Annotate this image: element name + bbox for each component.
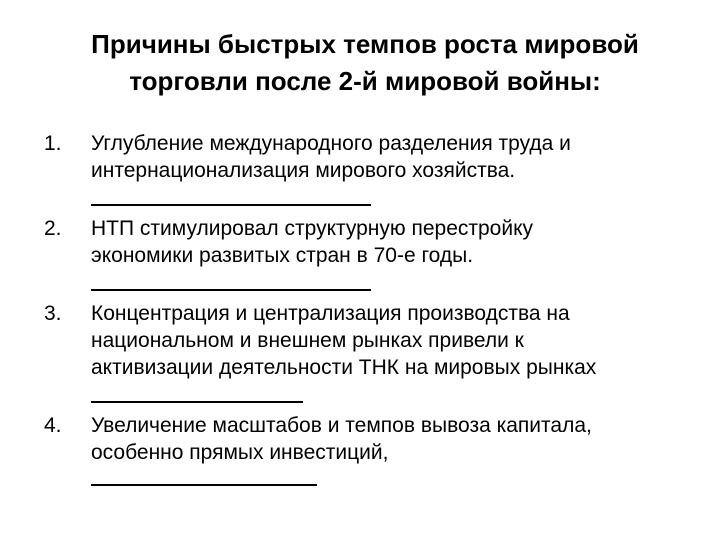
item-text-line: Углубление международного разделения труда и — [91, 132, 571, 155]
item-number: 1. — [44, 132, 62, 155]
list-item-2 — [44, 215, 684, 298]
item-text-line: интернационализация мирового хозяйства. — [91, 159, 516, 182]
list-item-1 — [44, 130, 684, 213]
list-item-4 — [44, 412, 684, 486]
slide-title — [40, 26, 690, 100]
item-text-line: экономики развитых стран в 70-е годы. — [91, 244, 474, 267]
item-text-line: особенно прямых инвестиций, — [91, 441, 389, 464]
reasons-list — [44, 130, 684, 486]
fill-in-blank[interactable] — [91, 383, 303, 403]
item-number: 4. — [44, 414, 62, 437]
fill-in-blank[interactable] — [91, 466, 317, 486]
item-text-line: НТП стимулировал структурную перестройку — [91, 217, 534, 240]
title-line-2: торговли после 2-й мировой войны: — [129, 66, 601, 96]
fill-in-blank[interactable] — [91, 271, 371, 291]
item-text-line: активизации деятельности ТНК на мировых рынках — [91, 356, 597, 379]
item-text-line: Концентрация и централизация производства на — [91, 302, 570, 325]
item-text-line: национальном и внешнем рынках привели к — [91, 329, 524, 352]
fill-in-blank[interactable] — [91, 186, 371, 206]
item-text-line: Увеличение масштабов и темпов вывоза капитала, — [91, 414, 592, 437]
item-number: 2. — [44, 217, 62, 240]
title-line-1: Причины быстрых темпов роста мировой — [91, 29, 639, 59]
item-number: 3. — [44, 302, 62, 325]
list-item-3 — [44, 300, 684, 410]
